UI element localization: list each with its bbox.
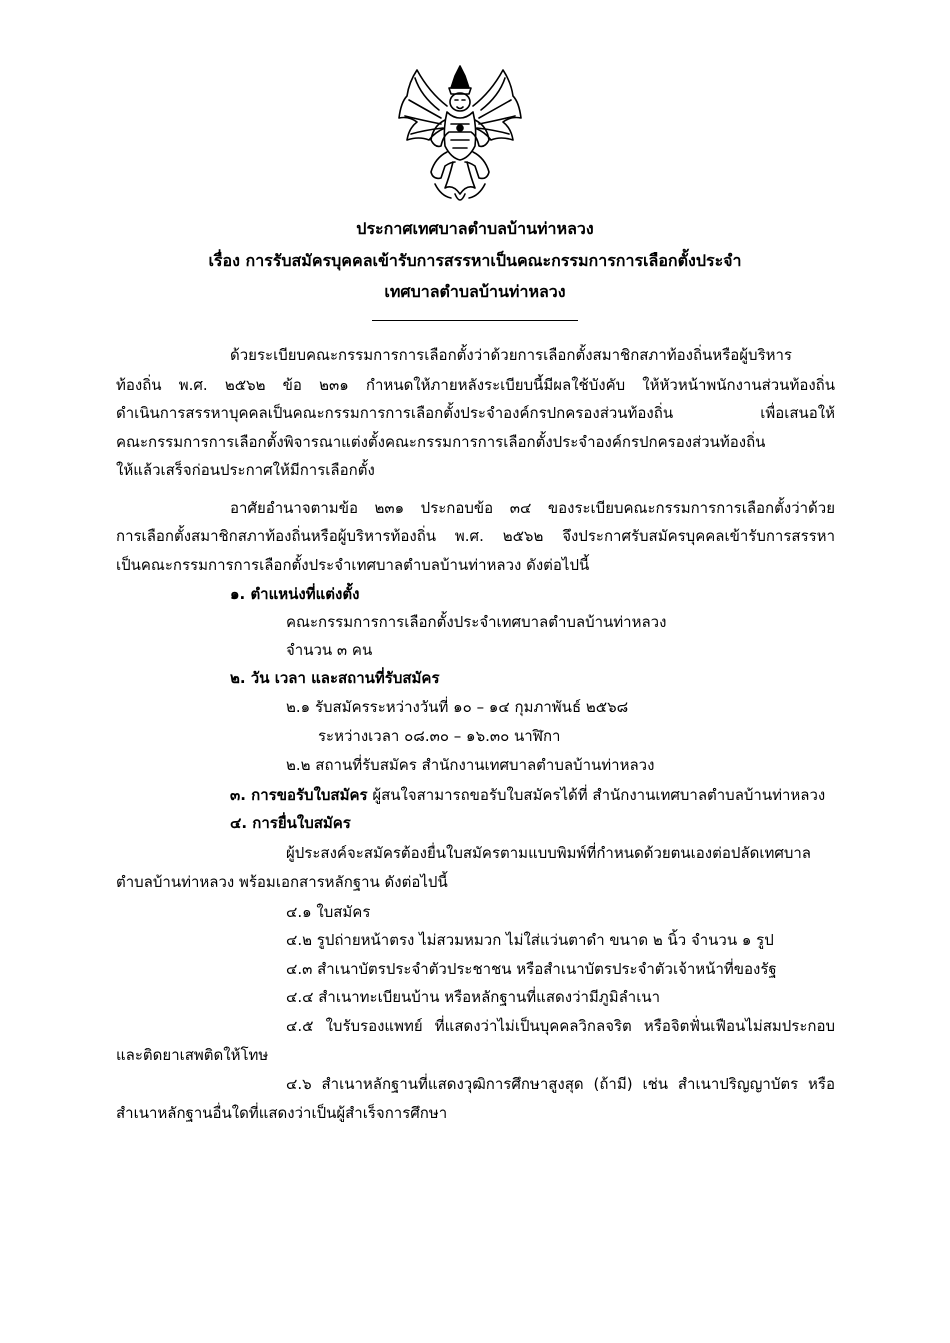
subject-line-continued: เทศบาลตำบลบ้านท่าหลวง xyxy=(384,282,566,301)
section4-intro-line2: ตำบลบ้านท่าหลวง พร้อมเอกสารหลักฐาน ดังต่อไปนี้ xyxy=(116,873,448,891)
paragraph2-line3: เป็นคณะกรรมการการเลือกตั้งประจำเทศบาลตำบลบ้านท่าหลวง ดังต่อไปนี้ xyxy=(116,556,590,574)
section1-heading: ๑. ตำแหน่งที่แต่งตั้ง xyxy=(230,585,360,603)
title-divider xyxy=(372,320,578,321)
paragraph2-line2: การเลือกตั้งสมาชิกสภาท้องถิ่นหรือผู้บริหารท้องถิ่น พ.ศ. ๒๕๖๒ จึงประกาศรับสมัครบุคคลเข้ารับการสรรหา xyxy=(116,527,835,545)
section3-line xyxy=(230,785,825,805)
section2-heading: ๒. วัน เวลา และสถานที่รับสมัคร xyxy=(230,669,440,687)
paragraph2-line1: อาศัยอำนาจตามข้อ ๒๓๑ ประกอบข้อ ๓๔ ของระเบียบคณะกรรมการการเลือกตั้งว่าด้วย xyxy=(230,499,835,517)
section4-intro-line1: ผู้ประสงค์จะสมัครต้องยื่นใบสมัครตามแบบพิมพ์ที่กำหนดด้วยตนเองต่อปลัดเทศบาล xyxy=(286,844,811,862)
section4-item1: ๔.๑ ใบสมัคร xyxy=(286,903,371,921)
section4-item4: ๔.๔ สำเนาทะเบียนบ้าน หรือหลักฐานที่แสดงว่ามีภูมิลำเนา xyxy=(286,988,660,1006)
section3-heading: ๓. การขอรับใบสมัคร xyxy=(230,786,368,804)
announcement-title: ประกาศเทศบาลตำบลบ้านท่าหลวง xyxy=(356,219,594,238)
paragraph1-line5: ให้แล้วเสร็จก่อนประกาศให้มีการเลือกตั้ง xyxy=(116,461,375,479)
paragraph1-line1: ด้วยระเบียบคณะกรรมการการเลือกตั้งว่าด้วยการเลือกตั้งสมาชิกสภาท้องถิ่นหรือผู้บริหาร xyxy=(230,346,792,364)
paragraph1-line2: ท้องถิ่น พ.ศ. ๒๕๖๒ ข้อ ๒๓๑ กำหนดให้ภายหลังระเบียบนี้มีผลใช้บังคับ ให้หัวหน้าพนักงานส่วนท้องถิ่น xyxy=(116,376,835,394)
section4-item5-line2: และติดยาเสพติดให้โทษ xyxy=(116,1046,269,1064)
section3-text: ผู้สนใจสามารถขอรับใบสมัครได้ที่ สำนักงานเทศบาลตำบลบ้านท่าหลวง xyxy=(367,786,826,804)
section2-item2: ๒.๒ สถานที่รับสมัคร สำนักงานเทศบาลตำบลบ้านท่าหลวง xyxy=(286,756,655,774)
subject-line: เรื่อง การรับสมัครบุคคลเข้ารับการสรรหาเป็นคณะกรรมการการเลือกตั้งประจำ xyxy=(208,251,742,270)
section4-item5-line1: ๔.๕ ใบรับรองแพทย์ ที่แสดงว่าไม่เป็นบุคคลวิกลจริต หรือจิตฟั่นเฟือนไม่สมประกอบ xyxy=(286,1017,835,1035)
section4-heading: ๔. การยื่นใบสมัคร xyxy=(230,814,351,832)
section4-item6-line1: ๔.๖ สำเนาหลักฐานที่แสดงวุฒิการศึกษาสูงสุด (ถ้ามี) เช่น สำเนาปริญญาบัตร หรือ xyxy=(286,1075,835,1093)
section4-item3: ๔.๓ สำเนาบัตรประจำตัวประชาชน หรือสำเนาบัตรประจำตัวเจ้าหน้าที่ของรัฐ xyxy=(286,960,777,978)
section4-item2: ๔.๒ รูปถ่ายหน้าตรง ไม่สวมหมวก ไม่ใส่แว่นตาดำ ขนาด ๒ นิ้ว จำนวน ๑ รูป xyxy=(286,931,774,949)
section1-position: คณะกรรมการการเลือกตั้งประจำเทศบาลตำบลบ้านท่าหลวง xyxy=(286,613,667,631)
garuda-emblem-icon xyxy=(395,62,525,210)
section1-count: จำนวน ๓ คน xyxy=(286,641,373,659)
section2-item1: ๒.๑ รับสมัครระหว่างวันที่ ๑๐ – ๑๔ กุมภาพันธ์ ๒๕๖๘ xyxy=(286,698,629,716)
paragraph1-line3: ดำเนินการสรรหาบุคคลเป็นคณะกรรมการการเลือกตั้งประจำองค์กรปกครองส่วนท้องถิ่น เพื่อเสนอให้ xyxy=(116,404,835,422)
section2-item1-time: ระหว่างเวลา ๐๘.๓๐ – ๑๖.๓๐ นาฬิกา xyxy=(318,727,561,745)
section4-item6-line2: สำเนาหลักฐานอื่นใดที่แสดงว่าเป็นผู้สำเร็จการศึกษา xyxy=(116,1104,448,1122)
paragraph1-line4: คณะกรรมการการเลือกตั้งพิจารณาแต่งตั้งคณะกรรมการการเลือกตั้งประจำองค์กรปกครองส่วนท้องถิ่น xyxy=(116,433,766,451)
